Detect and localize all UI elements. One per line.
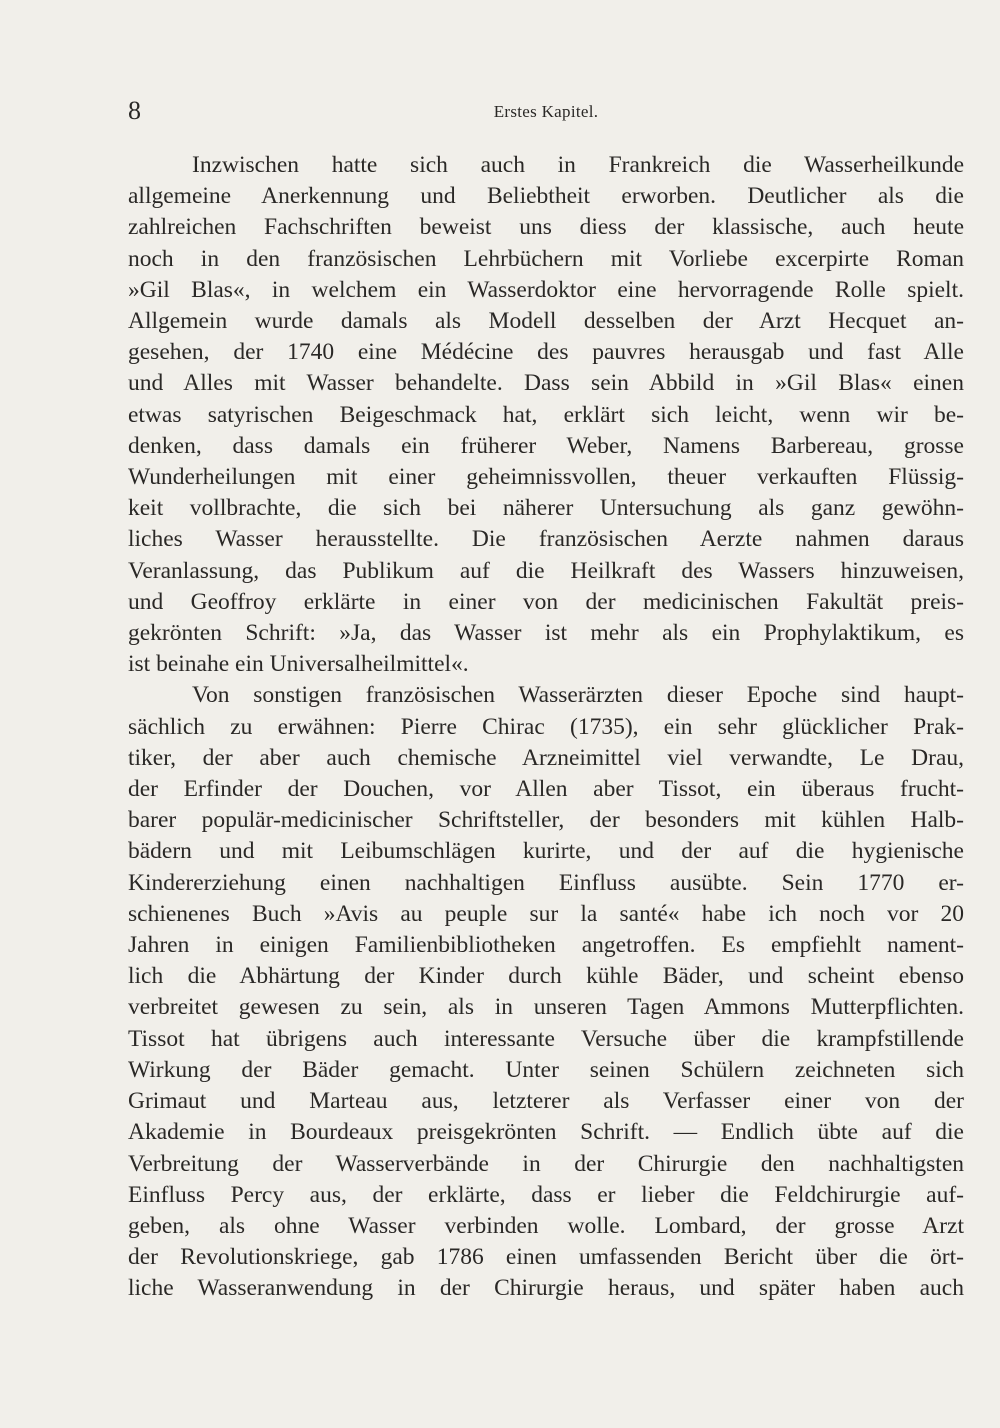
text-line: barer populär-medicinischer Schriftsteller, der besonders mit kühlen Halb- — [128, 807, 964, 834]
text-line: Veranlassung, das Publikum auf die Heilkraft des Wassers hinzuweisen, — [128, 557, 964, 584]
text-line: Wunderheilungen mit einer geheimnissvollen, theuer verkauften Flüssig- — [128, 464, 964, 491]
text-line: Verbreitung der Wasserverbände in der Chirurgie den nachhaltigsten — [128, 1150, 964, 1177]
page-header — [128, 96, 964, 130]
text-line: Jahren in einigen Familienbibliotheken angetroffen. Es empfiehlt nament- — [128, 932, 964, 959]
text-line: Von sonstigen französischen Wasserärzten dieser Epoche sind haupt- — [192, 682, 964, 709]
text-line: sächlich zu erwähnen: Pierre Chirac (1735), ein sehr glücklicher Prak- — [128, 713, 964, 740]
text-line: Allgemein wurde damals als Modell desselben der Arzt Hecquet an- — [128, 308, 964, 335]
running-head: Erstes Kapitel. — [493, 102, 599, 121]
text-line: noch in den französischen Lehrbüchern mit Vorliebe excerpirte Roman — [128, 245, 964, 272]
text-line: keit vollbrachte, die sich bei näherer Untersuchung als ganz gewöhn- — [128, 495, 964, 522]
text-line: Grimaut und Marteau aus, letzterer als Verfasser einer von der — [128, 1088, 964, 1115]
text-line: verbreitet gewesen zu sein, als in unseren Tagen Ammons Mutterpflichten. — [128, 994, 964, 1021]
page-number: 8 — [128, 96, 141, 125]
text-line: Inzwischen hatte sich auch in Frankreich die Wasserheilkunde — [192, 152, 964, 178]
text-line: liche Wasseranwendung in der Chirurgie heraus, und später haben auch — [128, 1275, 964, 1302]
text-line: Wirkung der Bäder gemacht. Unter seinen Schülern zeichneten sich — [128, 1056, 964, 1083]
paragraph-1 — [128, 150, 964, 680]
body-text — [128, 150, 964, 1305]
text-line: geben, als ohne Wasser verbinden wolle. Lombard, der grosse Arzt — [128, 1212, 964, 1239]
text-line: etwas satyrischen Beigeschmack hat, erklärt sich leicht, wenn wir be- — [128, 401, 964, 428]
text-line: ist beinahe ein Universalheilmittel«. — [128, 651, 469, 678]
text-line: denken, dass damals ein früherer Weber, Namens Barbereau, grosse — [128, 432, 964, 459]
text-line: tiker, der aber auch chemische Arzneimittel viel verwandte, Le Drau, — [128, 744, 964, 771]
text-line: zahlreichen Fachschriften beweist uns diess der klassische, auch heute — [128, 214, 964, 241]
text-line: der Revolutionskriege, gab 1786 einen umfassenden Bericht über die ört- — [128, 1244, 964, 1271]
text-line: liches Wasser herausstellte. Die französischen Aerzte nahmen daraus — [128, 526, 964, 553]
text-line: und Alles mit Wasser behandelte. Dass sein Abbild in »Gil Blas« einen — [128, 370, 964, 397]
text-line: bädern und mit Leibumschlägen kurirte, und der auf die hygienische — [128, 838, 964, 865]
text-line: »Gil Blas«, in welchem ein Wasserdoktor eine hervorragende Rolle spielt. — [128, 276, 964, 303]
text-line: lich die Abhärtung der Kinder durch kühle Bäder, und scheint ebenso — [128, 963, 964, 990]
text-line: Akademie in Bourdeaux preisgekrönten Schrift. — Endlich übte auf die — [128, 1119, 964, 1146]
text-line: Tissot hat übrigens auch interessante Versuche über die krampfstillende — [128, 1025, 964, 1052]
text-line: gekrönten Schrift: »Ja, das Wasser ist mehr als ein Prophylaktikum, es — [128, 620, 964, 647]
text-line: Einfluss Percy aus, der erklärte, dass er lieber die Feldchirurgie auf- — [128, 1181, 964, 1208]
text-line: schienenes Buch »Avis au peuple sur la santé« habe ich noch vor 20 — [128, 900, 964, 927]
text-line: Kindererziehung einen nachhaltigen Einfluss ausübte. Sein 1770 er- — [128, 869, 964, 896]
paragraph-2 — [128, 680, 964, 1304]
text-line: der Erfinder der Douchen, vor Allen aber Tissot, ein überaus frucht- — [128, 776, 964, 803]
text-line: gesehen, der 1740 eine Médécine des pauvres herausgab und fast Alle — [128, 339, 964, 366]
text-line: und Geoffroy erklärte in einer von der medicinischen Fakultät preis- — [128, 588, 964, 615]
text-line: allgemeine Anerkennung und Beliebtheit erworben. Deutlicher als die — [128, 183, 964, 210]
